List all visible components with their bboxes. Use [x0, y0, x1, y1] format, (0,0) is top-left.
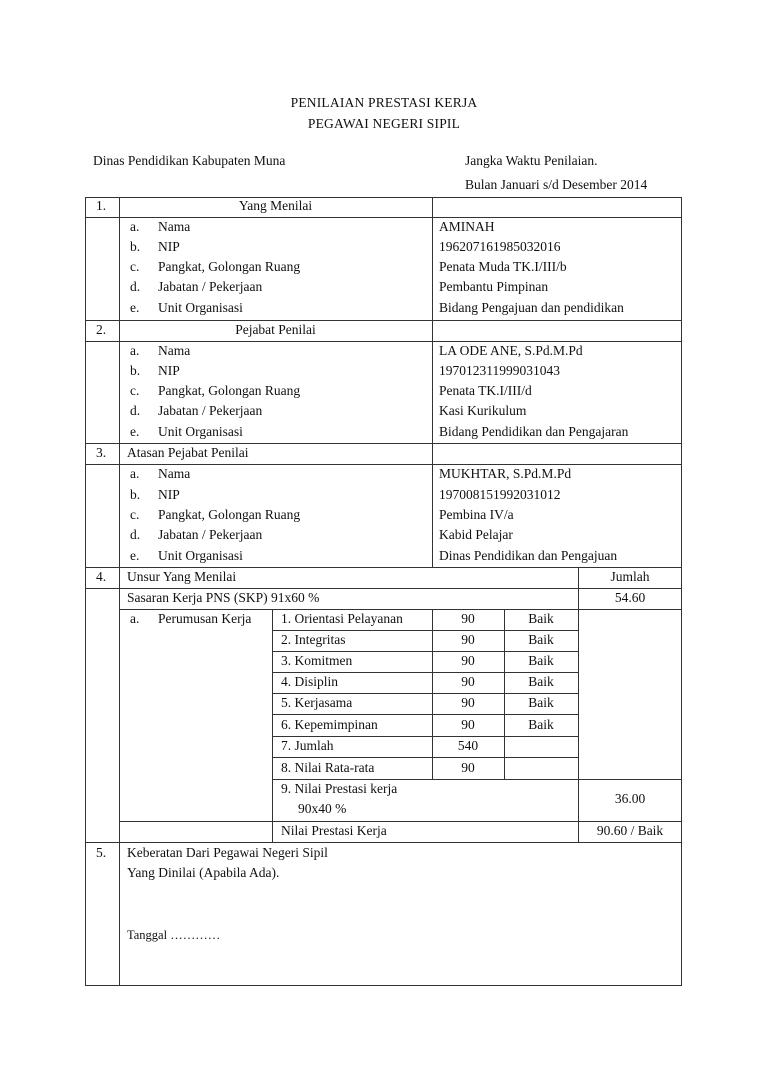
row-letter: b.: [130, 363, 141, 378]
row-value: Penata TK.I/III/d: [439, 383, 532, 398]
row-value: Kasi Kurikulum: [439, 403, 527, 418]
row-value: 197012311999031043: [439, 363, 560, 378]
criteria-grade: Baik: [528, 717, 554, 732]
row-label: Unit Organisasi: [158, 300, 243, 315]
divider: [272, 714, 578, 715]
date-field: Tanggal …………: [127, 928, 221, 942]
criteria-label: 3. Komitmen: [281, 653, 353, 668]
divider: [85, 842, 682, 843]
criteria-label: 1. Orientasi Pelayanan: [281, 611, 403, 626]
divider: [85, 588, 682, 589]
divider: [119, 197, 120, 986]
divider: [119, 609, 682, 610]
divider: [272, 736, 578, 737]
row-label: NIP: [158, 363, 180, 378]
row-label: Pangkat, Golongan Ruang: [158, 259, 301, 274]
divider: [432, 197, 433, 567]
criteria-score: 90: [461, 632, 475, 647]
row-label: Unit Organisasi: [158, 548, 243, 563]
row-value: Penata Muda TK.I/III/b: [439, 259, 567, 274]
criteria-grade: Baik: [528, 674, 554, 689]
divider: [272, 672, 578, 673]
criteria-score: 90: [461, 695, 475, 710]
criteria-grade: Baik: [528, 632, 554, 647]
prestasi-label: 9. Nilai Prestasi kerja: [281, 781, 398, 796]
row-letter: e.: [130, 548, 140, 563]
divider: [272, 630, 578, 631]
criteria-score: 540: [457, 738, 479, 753]
criteria-grade: Baik: [528, 695, 554, 710]
final-value: 90.60 / Baik: [596, 823, 664, 838]
criteria-label: 8. Nilai Rata-rata: [281, 760, 375, 775]
objection-title: Keberatan Dari Pegawai Negeri Sipil: [127, 845, 328, 860]
row-label: Nama: [158, 466, 191, 481]
row-label: NIP: [158, 239, 180, 254]
row-value: AMINAH: [439, 219, 495, 234]
row-label: Jabatan / Pekerjaan: [158, 527, 263, 542]
objection-subtitle: Yang Dinilai (Apabila Ada).: [127, 865, 280, 880]
section-title: Unsur Yang Menilai: [127, 569, 237, 584]
divider: [272, 651, 578, 652]
row-label: Jabatan / Pekerjaan: [158, 279, 263, 294]
row-value: 196207161985032016: [439, 239, 561, 254]
criteria-score: 90: [461, 611, 475, 626]
divider: [272, 757, 578, 758]
agency-name: Dinas Pendidikan Kabupaten Muna: [93, 153, 286, 168]
row-value: Pembantu Pimpinan: [439, 279, 549, 294]
skp-label: Sasaran Kerja PNS (SKP) 91x60 %: [127, 590, 320, 605]
total-header: Jumlah: [610, 569, 650, 584]
divider: [85, 567, 682, 568]
section-number: 1.: [96, 198, 107, 213]
divider: [119, 821, 682, 822]
row-value: Kabid Pelajar: [439, 527, 513, 542]
section-title: Atasan Pejabat Penilai: [127, 445, 249, 460]
row-value: MUKHTAR, S.Pd.M.Pd: [439, 466, 572, 481]
row-letter: a.: [130, 219, 140, 234]
row-value: Pembina IV/a: [439, 507, 514, 522]
period-value: Bulan Januari s/d Desember 2014: [465, 177, 648, 192]
section-number: 2.: [96, 322, 107, 337]
section-number: 3.: [96, 445, 107, 460]
divider: [272, 779, 682, 780]
row-letter: c.: [130, 383, 140, 398]
document-title: PENILAIAN PRESTASI KERJA: [290, 95, 478, 110]
divider: [85, 443, 682, 444]
period-label: Jangka Waktu Penilaian.: [465, 153, 598, 168]
sub-letter: a.: [130, 611, 140, 626]
row-letter: c.: [130, 259, 140, 274]
row-value: 197008151992031012: [439, 487, 561, 502]
criteria-label: 6. Kepemimpinan: [281, 717, 378, 732]
row-label: Pangkat, Golongan Ruang: [158, 383, 301, 398]
criteria-score: 90: [461, 653, 475, 668]
skp-value: 54.60: [614, 590, 646, 605]
prestasi-formula: 90x40 %: [298, 801, 347, 816]
row-letter: b.: [130, 239, 141, 254]
row-value: Bidang Pengajuan dan pendidikan: [439, 300, 624, 315]
row-letter: d.: [130, 279, 141, 294]
row-label: Jabatan / Pekerjaan: [158, 403, 263, 418]
row-letter: e.: [130, 300, 140, 315]
row-letter: d.: [130, 527, 141, 542]
row-letter: a.: [130, 343, 140, 358]
divider: [85, 341, 682, 342]
row-value: LA ODE ANE, S.Pd.M.Pd: [439, 343, 583, 358]
section-title: Pejabat Penilai: [235, 322, 316, 337]
prestasi-value: 36.00: [614, 791, 646, 806]
divider: [85, 217, 682, 218]
criteria-grade: Baik: [528, 653, 554, 668]
criteria-score: 90: [461, 760, 475, 775]
document-subtitle: PEGAWAI NEGERI SIPIL: [307, 116, 461, 131]
criteria-label: 5. Kerjasama: [281, 695, 353, 710]
row-value: Dinas Pendidikan dan Pengajuan: [439, 548, 618, 563]
criteria-score: 90: [461, 674, 475, 689]
row-letter: d.: [130, 403, 141, 418]
section-title: Yang Menilai: [238, 198, 313, 213]
criteria-label: 4. Disiplin: [281, 674, 339, 689]
row-letter: b.: [130, 487, 141, 502]
criteria-score: 90: [461, 717, 475, 732]
row-value: Bidang Pendidikan dan Pengajaran: [439, 424, 629, 439]
row-label: Unit Organisasi: [158, 424, 243, 439]
divider: [272, 693, 578, 694]
criteria-label: 7. Jumlah: [281, 738, 334, 753]
row-letter: a.: [130, 466, 140, 481]
divider: [85, 320, 682, 321]
row-label: Nama: [158, 343, 191, 358]
row-label: Nama: [158, 219, 191, 234]
row-letter: c.: [130, 507, 140, 522]
row-label: NIP: [158, 487, 180, 502]
section-number: 5.: [96, 845, 107, 860]
sub-label: Perumusan Kerja: [158, 611, 252, 626]
final-label: Nilai Prestasi Kerja: [281, 823, 387, 838]
divider: [85, 464, 682, 465]
criteria-label: 2. Integritas: [281, 632, 346, 647]
row-label: Pangkat, Golongan Ruang: [158, 507, 301, 522]
divider: [272, 609, 273, 842]
section-number: 4.: [96, 569, 107, 584]
row-letter: e.: [130, 424, 140, 439]
criteria-grade: Baik: [528, 611, 554, 626]
